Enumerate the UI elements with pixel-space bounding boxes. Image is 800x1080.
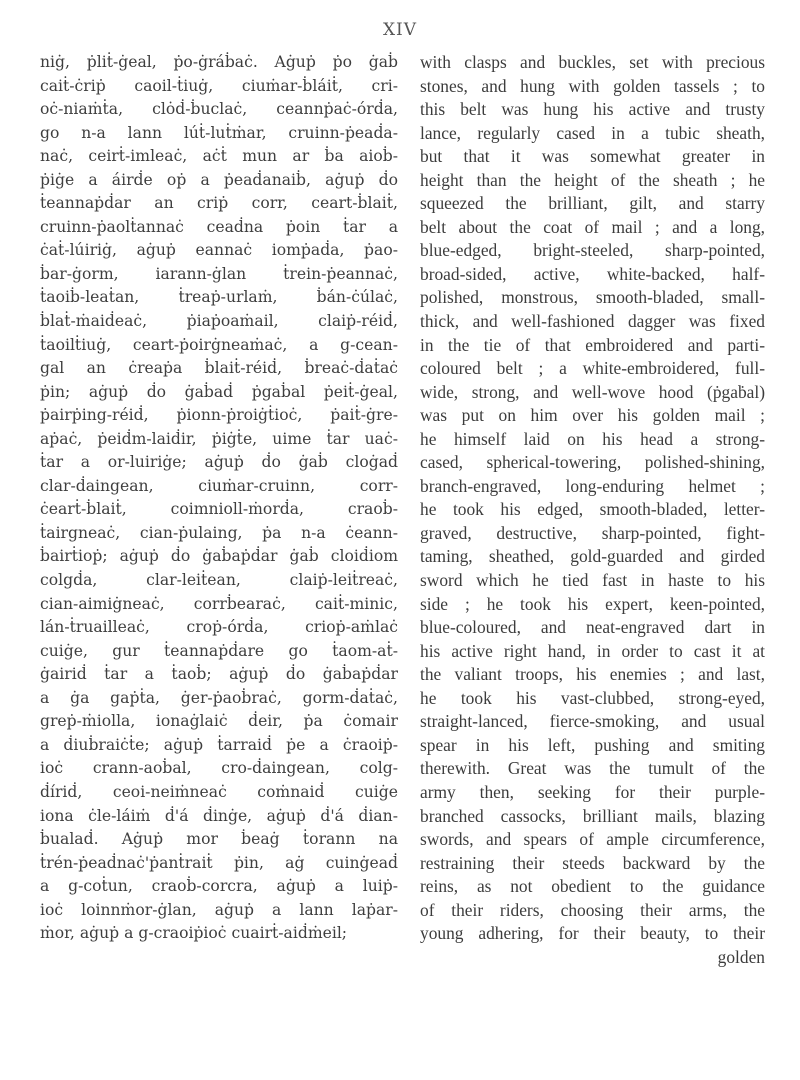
text-line: ṫaoiḃ-leaṫan, ṫreaṗ-urlaṁ, ḃán-ċúlaċ, xyxy=(40,288,398,307)
text-line: ṫrén-ṗeaḋnaċ'ṗanṫraiṫ ṗin, aġ cuinġeaḋ xyxy=(40,853,398,872)
text-line: iona ċle-láiṁ ḋ'á ḋinġe, aġuṗ ḋ'á ḋian- xyxy=(40,806,398,825)
text-line: cian-aimiġneaċ, corrḃearaċ, caiṫ-minic, xyxy=(40,594,398,613)
text-line: ioċ crann-aoḃal, cro-ḋaingean, colg- xyxy=(40,759,398,778)
text-line: branched cassocks, brilliant mails, blazing xyxy=(420,805,765,826)
text-line: a g-coṫun, craoḃ-corcra, aġuṗ a luiṗ- xyxy=(40,877,398,896)
text-line: ḃualaḋ. Aġuṗ mor ḃeaġ ṫorann na xyxy=(40,830,398,849)
text-line: ġairiḋ ṫar a ṫaoḃ; aġuṗ ḋo ġaḃaṗḋar xyxy=(40,665,398,684)
text-line: thick, and well-fashioned dagger was fixed xyxy=(420,311,765,332)
text-line: caiṫ-ċriṗ caoil-ṫiuġ, ciuṁar-ḃláiṫ, cri- xyxy=(40,76,398,95)
text-line: he himself laid on his head a strong- xyxy=(420,428,765,449)
text-line: ċearṫ-ḃlaiṫ, coimnioll-ṁorḋa, craoḃ- xyxy=(40,500,398,519)
text-line: polished, monstrous, smooth-bladed, small- xyxy=(420,287,765,308)
text-line: ṗiġe a áirḋe oṗ a ṗeaḋanaiḃ, aġuṗ ḋo xyxy=(40,170,398,189)
text-line: ṗin; aġuṗ ḋo ġaḃaḋ ṗgaḃal ṗeiṫ-ġeal, xyxy=(40,382,398,401)
text-line: blue-coloured, and neat-engraved dart in xyxy=(420,617,765,638)
english-text-column xyxy=(420,51,765,969)
text-line: ḃlaṫ-ṁaiḋeaċ, ṗiaṗoaṁail, claiṗ-réiḋ, xyxy=(40,312,398,331)
text-line: ṫairgneaċ, cian-ṗulaing, ṗa n-a ċeann- xyxy=(40,523,398,542)
text-line: straight-lanced, fierce-smoking, and usual xyxy=(420,711,765,732)
text-line: ṁor, aġuṗ a g-craoiṗioċ cuairṫ-aiḋṁeil; xyxy=(40,924,348,943)
text-line: branch-engraved, long-enduring helmet ; xyxy=(420,475,765,496)
text-line: of their riders, choosing their arms, the xyxy=(420,899,765,920)
text-line: gal an ċreaṗa ḃlaiṫ-réiḋ, ḃreaċ-ḋaṫaċ xyxy=(40,359,398,378)
text-line: was put on him over his golden mail ; xyxy=(420,405,765,426)
text-line: young adhering, for their beauty, to their xyxy=(420,923,765,944)
text-line: greṗ-ṁiolla, ionaġlaiċ ḋeir, ṗa ċomair xyxy=(40,712,398,731)
text-line: army then, seeking for their purple- xyxy=(420,781,765,802)
text-line: he took his edged, smooth-bladed, letter- xyxy=(420,499,765,520)
text-line: cuiġe, gur ṫeannaṗḋare go ṫaom-aṫ- xyxy=(40,641,398,660)
text-line: graved, destructive, sharp-pointed, fight- xyxy=(420,522,765,543)
text-line: lán-ṫruailleaċ, croṗ-órḋa, crioṗ-aṁlaċ xyxy=(40,618,398,637)
irish-text-column xyxy=(40,51,398,946)
text-line: reins, as not obedient to the guidance xyxy=(420,876,765,897)
text-line: sword which he tied fast in haste to his xyxy=(420,570,765,591)
text-line: ioċ loinnṁor-ġlan, aġuṗ a lann laṗar- xyxy=(40,900,398,919)
text-line: therewith. Great was the tumult of the xyxy=(420,758,765,779)
text-line: a ḋiuḃraiċṫe; aġuṗ ṫarraiḋ ṗe a ċraoiṗ- xyxy=(40,735,398,754)
text-line: this belt was hung his active and trusty xyxy=(420,99,765,120)
text-line: he took his vast-clubbed, strong-eyed, xyxy=(420,687,765,708)
text-line: the valiant troops, his enemies ; and last, xyxy=(420,664,765,685)
text-line: but that it was somewhat greater in xyxy=(420,146,765,167)
text-line: ṗairṗing-réiḋ, ṗionn-ṗroiġṫioċ, ṗaiṫ-ġre- xyxy=(40,406,398,425)
text-line: cased, spherical-towering, polished-shining, xyxy=(420,452,765,473)
text-line: niġ, ṗliṫ-ġeal, ṗo-ġráḃaċ. Aġuṗ ṗo ġaḃ xyxy=(40,53,398,71)
text-line: height than the height of the sheath ; he xyxy=(420,169,765,190)
text-line: ḃar-ġorm, iarann-ġlan ṫrein-ṗeannaċ, xyxy=(40,264,398,283)
text-line: squeezed the brilliant, gilt, and starry xyxy=(420,193,765,214)
text-line: swords, and spears of ample circumference, xyxy=(420,829,765,850)
text-line: clar-ḋaingean, ciuṁar-cruinn, corr- xyxy=(40,476,398,495)
text-line: in the tie of that embroidered and parti- xyxy=(420,334,765,355)
text-line: ṫaoilṫiuġ, ceart-ṗoirġneaṁaċ, a g-cean- xyxy=(40,335,398,354)
text-line: broad-sided, active, white-backed, half- xyxy=(420,263,765,284)
text-line: colgḋa, clar-leiṫean, claiṗ-leiṫreaċ, xyxy=(40,571,398,590)
text-line: lance, regularly cased in a tubic sheath, xyxy=(420,122,765,143)
text-line: taming, sheathed, gold-guarded and girded xyxy=(420,546,765,567)
text-line: ċaṫ-lúiriġ, aġuṗ eannaċ iomṗaḋa, ṗao- xyxy=(40,241,398,260)
text-line: with clasps and buckles, set with precious xyxy=(420,52,765,72)
text-line: belt about the coat of mail ; and a long, xyxy=(420,216,765,237)
text-line: oċ-niaṁṫa, clȯḋ-ḃuclaċ, ceannṗaċ-órḋa, xyxy=(40,100,398,119)
text-line: side ; he took his expert, keen-pointed, xyxy=(420,593,765,614)
text-line: stones, and hung with golden tassels ; to xyxy=(420,75,765,96)
text-line: naċ, ceirṫ-imleaċ, aċṫ mun ar ḃa aioḃ- xyxy=(40,147,398,166)
text-line: ḋíriḋ, ceoi-neiṁneaċ coṁnaiḋ cuiġe xyxy=(40,782,398,801)
text-line: ḃairṫioṗ; aġuṗ ḋo ġaḃaṗḋar ġaḃ cloiḋiom xyxy=(40,547,398,566)
page-number: XIV xyxy=(382,20,418,40)
text-line: aṗaċ, ṗeiḋm-laiḋir, ṗiġṫe, uime ṫar uaċ- xyxy=(40,429,398,448)
text-line: cruinn-ṗaolṫannaċ ceaḋna ṗoin ṫar a xyxy=(40,217,398,236)
catchword: golden xyxy=(717,946,765,967)
text-line: go n-a lann lúṫ-luṫṁar, cruinn-ṗeaḋa- xyxy=(40,123,398,142)
text-line: coloured belt ; a white-embroidered, full- xyxy=(420,358,765,379)
text-line: a ġa gaṗṫa, ġer-ṗaoḃraċ, gorm-ḋaṫaċ, xyxy=(40,688,398,707)
text-line: blue-edged, bright-steeled, sharp-pointed, xyxy=(420,240,765,261)
text-line: wide, strong, and well-wove hood (ṗgaḃal) xyxy=(420,381,765,402)
text-line: ṫeannaṗḋar an criṗ corr, ceart-ḃlaiṫ, xyxy=(40,194,398,213)
text-line: his active right hand, in order to cast it at xyxy=(420,640,765,661)
text-line: spear in his left, pushing and smiting xyxy=(420,734,765,755)
text-line: restraining their steeds backward by the xyxy=(420,852,765,873)
text-line: ṫar a or-luiriġe; aġuṗ ḋo ġaḃ cloġaḋ xyxy=(40,453,398,472)
